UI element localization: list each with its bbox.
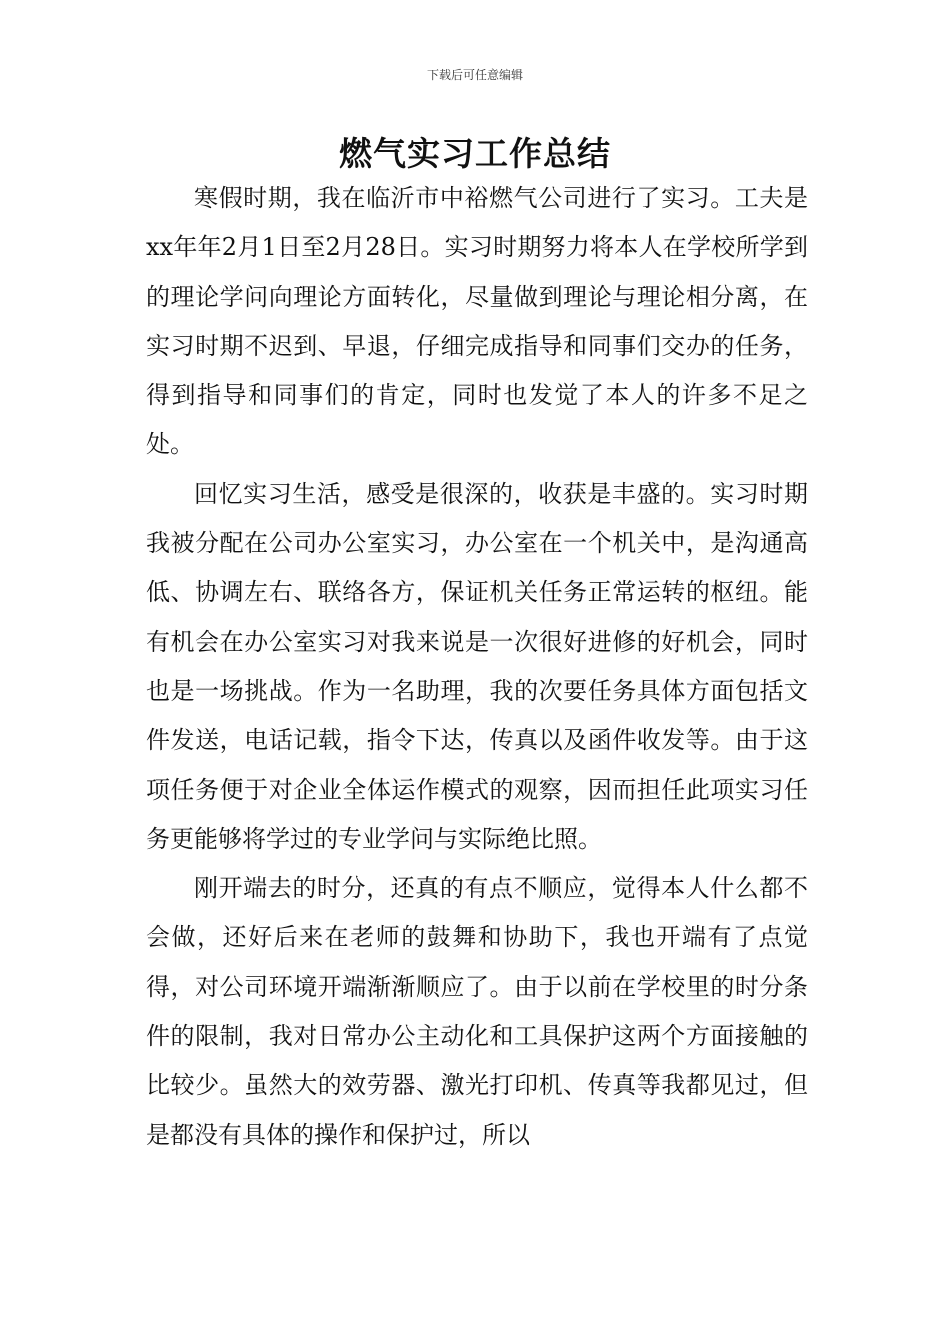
- document-title: 燃气实习工作总结: [339, 134, 611, 173]
- paragraph: 刚开端去的时分，还真的有点不顺应，觉得本人什么都不会做，还好后来在老师的鼓舞和协助下，我也开端有了点觉得，对公司环境开端渐渐顺应了。由于以前在学校里的时分条件的限制，我对日常办公主动化和工具保护这两个方面接触的比较少。虽然大的效劳器、激光打印机、传真等我都见过，但是都没有具体的操作和保护过，所以: [146, 874, 808, 1149]
- header-note: 下载后可任意编辑: [426, 68, 523, 82]
- document-body: [146, 174, 808, 1160]
- paragraph: 寒假时期，我在临沂市中裕燃气公司进行了实习。工夫是xx年年2月1日至2月28日。实习时期努力将本人在学校所学到的理论学问向理论方面转化，尽量做到理论与理论相分离，在实习时期不迟到、早退，仔细完成指导和同事们交办的任务，得到指导和同事们的肯定，同时也发觉了本人的许多不足之处。: [146, 184, 808, 459]
- paragraph: 回忆实习生活，感受是很深的，收获是丰盛的。实习时期我被分配在公司办公室实习，办公室在一个机关中，是沟通高低、协调左右、联络各方，保证机关任务正常运转的枢纽。能有机会在办公室实习对我来说是一次很好进修的好机会，同时也是一场挑战。作为一名助理，我的次要任务具体方面包括文件发送，电话记载，指令下达，传真以及函件收发等。由于这项任务便于对企业全体运作模式的观察，因而担任此项实习任务更能够将学过的专业学问与实际绝比照。: [146, 479, 808, 853]
